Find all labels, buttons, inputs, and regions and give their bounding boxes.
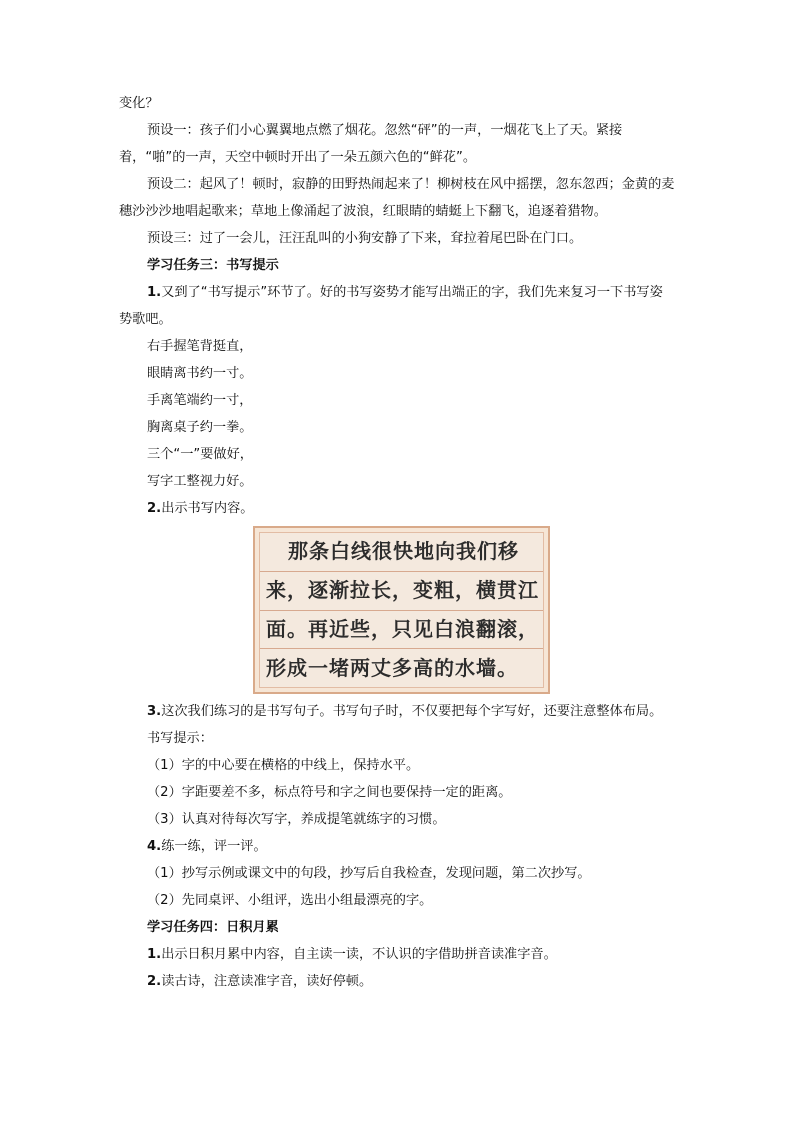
task3-item-4 (119, 833, 675, 860)
task3-item-1-number: 1. (147, 285, 162, 300)
task4-item-2-number: 2. (147, 974, 162, 989)
calligraphy-sample-paper (259, 532, 544, 688)
task3-item-3 (119, 698, 675, 725)
practice-2: （2）先同桌评、小组评，选出小组最漂亮的字。 (147, 893, 433, 908)
poem-line-3: 手离笔端约一寸， (147, 393, 253, 408)
poem-line-1: 右手握笔背挺直， (147, 339, 253, 354)
intro-tail: 变化？ (119, 96, 159, 111)
task3-item-3-text: 这次我们练习的是书写句子。书写句子时，不仅要把每个字写好，还要注意整体布局。 (161, 704, 663, 719)
preset-1: 预设一：孩子们小心翼翼地点燃了烟花。忽然“砰”的一声，一烟花飞上了天。紧接着，“啪”的一声，天空中顿时开出了一朵五颜六色的“鲜花”。 (119, 123, 623, 165)
tip-1: （1）字的中心要在横格的中线上，保持水平。 (147, 758, 420, 773)
poem-line-6: 写字工整视力好。 (147, 474, 253, 489)
tip-2: （2）字距要差不多，标点符号和字之间也要保持一定的距离。 (147, 785, 512, 800)
task4-item-2-text: 读古诗，注意读准字音，读好停顿。 (161, 974, 373, 989)
task3-item-4-number: 4. (147, 839, 162, 854)
tips-title: 书写提示： (147, 731, 213, 746)
tip-3: （3）认真对待每次写字，养成提笔就练字的习惯。 (147, 812, 446, 827)
calligraphy-line-3: 面。再近些，只见白浪翻滚， (260, 611, 543, 650)
preset-2: 预设二：起风了！顿时，寂静的田野热闹起来了！柳树枝在风中摇摆，忽东忽西；金黄的麦穗沙沙沙地唱起歌来；草地上像涌起了波浪，红眼睛的蜻蜓上下翻飞，追逐着猎物。 (119, 177, 675, 219)
poem-line-5: 三个“一”要做好， (147, 447, 253, 462)
task4-item-1-text: 出示日积月累中内容，自主读一读，不认识的字借助拼音读准字音。 (161, 947, 557, 962)
preset-3: 预设三：过了一会儿，汪汪乱叫的小狗安静了下来，耷拉着尾巴卧在门口。 (147, 231, 583, 246)
calligraphy-line-4: 形成一堵两丈多高的水墙。 (266, 655, 518, 680)
task3-item-1-text: 又到了“书写提示”环节了。好的书写姿势才能写出端正的字，我们先来复习一下书写姿势歌吧。 (119, 285, 663, 327)
task4-item-1 (119, 941, 675, 968)
task3-heading: 学习任务三：书写提示 (147, 258, 279, 273)
task3-item-2-number: 2. (147, 501, 162, 516)
task4-heading: 学习任务四：日积月累 (147, 920, 279, 935)
task3-item-1 (119, 279, 675, 333)
calligraphy-line-2: 来，逐渐拉长，变粗，横贯江 (260, 572, 543, 611)
task3-item-2 (119, 495, 675, 522)
calligraphy-line-1: 那条白线很快地向我们移 (260, 533, 543, 572)
document-body (119, 90, 675, 995)
task3-item-3-number: 3. (147, 704, 162, 719)
poem-line-4: 胸离桌子约一拳。 (147, 420, 253, 435)
poem-line-2: 眼睛离书约一寸。 (147, 366, 253, 381)
task4-item-1-number: 1. (147, 947, 162, 962)
task3-item-2-text: 出示书写内容。 (161, 501, 254, 516)
practice-1: （1）抄写示例或课文中的句段，抄写后自我检查，发现问题，第二次抄写。 (147, 866, 591, 881)
calligraphy-sample-image (253, 526, 550, 694)
task3-item-4-text: 练一练，评一评。 (161, 839, 267, 854)
task4-item-2 (119, 968, 675, 995)
